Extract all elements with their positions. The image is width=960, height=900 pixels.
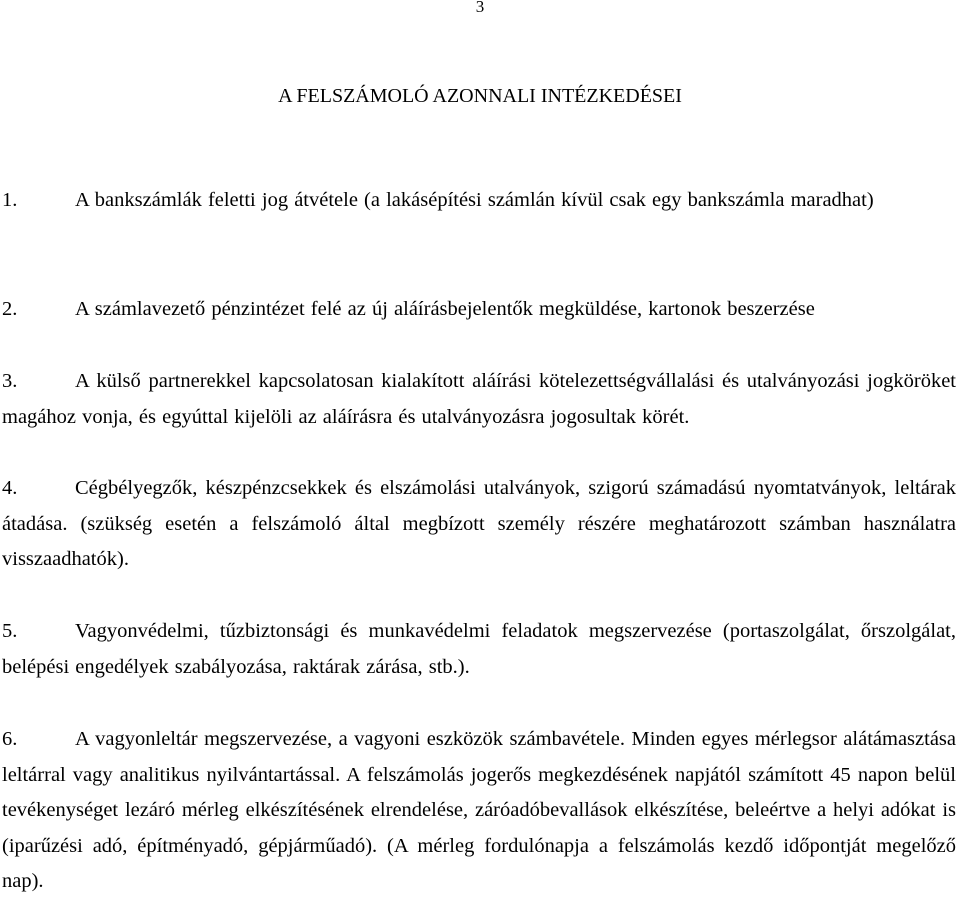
item-text: Vagyonvédelmi, tűzbiztonsági és munkavédelmi feladatok megszervezése (portaszolgálat, őrszolgálat, belépési engedélyek szabályozása, raktárak zárása, stb.). [2, 620, 956, 678]
list-item [2, 183, 956, 219]
item-number: 5. [2, 620, 18, 642]
item-number: 3. [2, 370, 18, 392]
list-item [2, 614, 956, 685]
item-text: A számlavezető pénzintézet felé az új aláírásbejelentők megküldése, kartonok beszerzése [75, 298, 815, 320]
item-text: A külső partnerekkel kapcsolatosan kialakított aláírási kötelezettségvállalási és utalványozási jogköröket magához vonja, és egyúttal kijelöli az aláírásra és utalványozásra jogosultak körét. [2, 370, 956, 428]
item-text: A vagyonleltár megszervezése, a vagyoni eszközök számbavétele. Minden egyes mérlegsor alátámasztása leltárral vagy analitikus nyilvántartással. A felszámolás jogerős megkezdésének napjától számított 45 napon belül tevékenységet lezáró mérleg elkészítésének elrendelése, záróadóbevallások elkészítése, beleértve a helyi adókat is (iparűzési adó, építményadó, gépjárműadó). (A mérleg fordulónapja a felszámolás kezdő időpontját megelőző nap). [2, 728, 956, 892]
list-item [2, 364, 956, 435]
list-item [2, 471, 956, 578]
item-number: 1. [2, 189, 18, 211]
page-number: 3 [475, 0, 485, 16]
list-item [2, 722, 956, 900]
item-text: Cégbélyegzők, készpénzcsekkek és elszámolási utalványok, szigorú számadású nyomtatványok, leltárak átadása. (szükség esetén a felszámoló által megbízott személy részére meghatározott számban használatra visszaadhatók). [2, 477, 956, 570]
item-number: 6. [2, 728, 18, 750]
list-item [2, 292, 956, 328]
item-text: A bankszámlák feletti jog átvétele (a lakásépítési számlán kívül csak egy bankszámla maradhat) [75, 189, 874, 211]
item-1-body [2, 183, 956, 219]
document-title: A FELSZÁMOLÓ AZONNALI INTÉZKEDÉSEI [278, 85, 682, 107]
item-number: 4. [2, 477, 18, 499]
item-number: 2. [2, 298, 18, 320]
